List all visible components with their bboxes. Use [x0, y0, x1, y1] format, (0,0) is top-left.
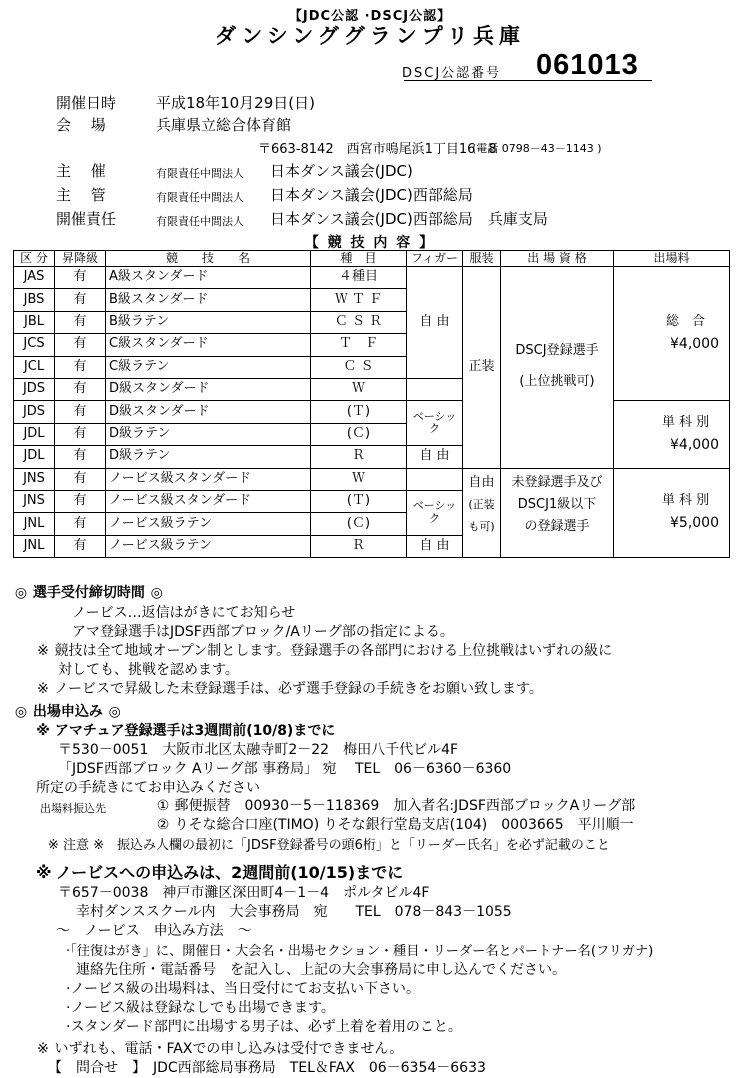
- note-text: ノービス級の出場料は、当日受付にてお支払い下さい。: [70, 981, 421, 997]
- event-name: B級ラテン: [106, 311, 311, 333]
- dances: (Ｃ): [311, 423, 407, 445]
- bullet-icon: ·: [66, 981, 71, 997]
- host-label: 主 催: [56, 162, 106, 180]
- event-name: ノービス級ラテン: [106, 513, 311, 535]
- event-name: ノービス級ラテン: [106, 535, 311, 557]
- novice-heading: [36, 860, 403, 883]
- class-code: JCS: [14, 334, 55, 356]
- table-row: [14, 468, 730, 490]
- note-text: アマチュア登録選手は3週間前(10/8)までに: [54, 723, 336, 739]
- promotion: 有: [55, 289, 106, 311]
- apply-address-2: 「JDSF西部ブロック Aリーグ部 事務局」 宛 TEL 06－6360－6360: [58, 761, 512, 777]
- note-text: りそな総合口座(TIMO) りそな銀行堂島支店(104) 0003665 平川順一: [174, 817, 634, 833]
- qualification-line: DSCJ登録選手: [515, 343, 599, 359]
- apply-address-1: 〒530－0051 大阪市北区太融寺町2－22 梅田八千代ビル4F: [58, 742, 459, 758]
- organizer-name: 日本ダンス議会(JDC)西部総局: [270, 186, 473, 204]
- reference-mark-icon: ※: [37, 643, 49, 659]
- figure-blank: [407, 378, 463, 400]
- host-name: 日本ダンス議会(JDC): [270, 162, 413, 180]
- deadline-heading: [14, 584, 164, 603]
- class-code: JDS: [14, 401, 55, 423]
- qualification-line: (上位挑戦可): [519, 374, 595, 390]
- reference-mark-icon: ※: [36, 723, 50, 739]
- circled-two-icon: ②: [156, 817, 170, 833]
- event-name: D級ラテン: [106, 446, 311, 468]
- reference-mark-icon: ※: [37, 681, 49, 697]
- dances: ４種目: [311, 267, 407, 289]
- event-title: ダンシンググランプリ兵庫: [215, 24, 525, 48]
- method-item: [66, 942, 653, 961]
- dances: (Ｃ): [311, 513, 407, 535]
- event-name: D級スタンダード: [106, 401, 311, 423]
- note-open-competition: [36, 642, 612, 661]
- venue-phone: (電話 0798－43－1143 ): [472, 142, 602, 155]
- transfer-label: 出場料振込先: [40, 802, 106, 815]
- fee-label: 単 科 別: [661, 414, 710, 430]
- dances: Ｒ: [311, 446, 407, 468]
- class-code: JDS: [14, 378, 55, 400]
- responsible-prefix: 有限責任中間法人: [156, 215, 244, 228]
- figure-free: 自 由: [407, 267, 463, 379]
- apply-procedure: 所定の手続きにてお申込みください: [36, 780, 260, 796]
- event-name: A級スタンダード: [106, 267, 311, 289]
- apply-amateur: [36, 722, 335, 741]
- responsible-label: 開催責任: [56, 210, 117, 228]
- event-name: C級スタンダード: [106, 334, 311, 356]
- fee-amount: ¥5,000: [670, 515, 719, 532]
- bullet-icon: ·: [66, 1000, 71, 1016]
- dances: Ｗ: [311, 468, 407, 490]
- qualification-line: DSCJ1級以下: [517, 496, 597, 512]
- promotion: 有: [55, 267, 106, 289]
- note-text: いずれも、電話・FAXでの申し込みは受付できません。: [54, 1041, 404, 1057]
- double-circle-icon: ◎: [108, 704, 121, 720]
- figure-basic: ベーシック: [407, 401, 463, 446]
- inquiry-line: 【 問合せ 】 JDC西部総局事務局 TEL＆FAX 06－6354－6633: [48, 1060, 486, 1076]
- event-name: ノービス級スタンダード: [106, 468, 311, 490]
- figure-basic: ベーシック: [407, 490, 463, 535]
- apply-title: 出場申込み: [32, 704, 103, 720]
- promotion: 有: [55, 446, 106, 468]
- fee-single: [614, 401, 730, 468]
- method-item: [66, 1018, 462, 1037]
- qualification-line: の登録選手: [524, 518, 590, 534]
- col-header: 区 分: [14, 251, 55, 267]
- no-phone-note: [36, 1040, 403, 1059]
- competition-section-title: 【 競 技 内 容 】: [304, 235, 436, 251]
- double-circle-icon: ◎: [14, 585, 28, 601]
- method-item: [66, 999, 335, 1018]
- figure-free: 自 由: [407, 535, 463, 557]
- class-code: JDL: [14, 423, 55, 445]
- cert-number-label: DSCJ公認番号: [402, 66, 502, 81]
- venue-label: 会 場: [56, 116, 106, 134]
- event-name: D級ラテン: [106, 423, 311, 445]
- competition-table: [13, 250, 730, 558]
- fee-novice: [614, 468, 730, 558]
- table-row: [14, 401, 730, 423]
- fee-amount: ¥4,000: [670, 336, 719, 353]
- promotion: 有: [55, 401, 106, 423]
- bullet-icon: ·: [66, 944, 71, 959]
- fee-total: [614, 267, 730, 401]
- note-text: 郵便振替 00930－5－118369 加入者名:JDSF西部ブロックAリーグ部: [174, 798, 636, 814]
- deadline-amateur: アマ登録選手はJDSF西部ブロック/Aリーグ部の指定による。: [72, 624, 454, 640]
- promotion: 有: [55, 334, 106, 356]
- class-code: JNL: [14, 535, 55, 557]
- reference-mark-icon: ※: [36, 863, 52, 882]
- date-label: 開催日時: [56, 94, 117, 112]
- qualification-registered: [501, 267, 614, 469]
- dances: (Ｔ): [311, 401, 407, 423]
- note-text: ノービス級は登録なしでも出場できます。: [70, 1000, 335, 1016]
- note-text: 「往復はがき」に、開催日・大会名・出場セクション・種目・リーダー名とパートナー名(フリガナ): [70, 944, 654, 959]
- dress-free-note: も可): [468, 519, 495, 533]
- double-circle-icon: ◎: [14, 704, 28, 720]
- dances: Ｒ: [311, 535, 407, 557]
- note-text: ノービスへの申込みは、2週間前(10/15)までに: [55, 863, 404, 882]
- organizer-label: 主 管: [56, 186, 106, 204]
- event-name: B級スタンダード: [106, 289, 311, 311]
- dances: Ｃ Ｓ Ｒ: [311, 311, 407, 333]
- cert-number: 061013: [536, 49, 639, 81]
- bullet-icon: ·: [66, 1019, 71, 1035]
- venue-name: 兵庫県立総合体育館: [156, 116, 292, 134]
- reference-mark-icon: ※: [37, 1041, 49, 1057]
- apply-heading: [14, 703, 122, 722]
- col-header: 出場料: [614, 251, 730, 267]
- promotion: 有: [55, 356, 106, 378]
- circled-one-icon: ①: [156, 798, 170, 814]
- figure-free: 自 由: [407, 446, 463, 468]
- dances: (Ｔ): [311, 490, 407, 512]
- promotion: 有: [55, 468, 106, 490]
- col-header: 競 技 名: [106, 251, 311, 267]
- organizer-prefix: 有限責任中間法人: [156, 191, 244, 204]
- novice-address-1: 〒657－0038 神戸市灘区深田町4－1－4 ポルタビル4F: [58, 885, 430, 901]
- event-name: D級スタンダード: [106, 378, 311, 400]
- fee-label: 総 合: [665, 314, 705, 330]
- col-header: フィガー: [407, 251, 463, 267]
- host-prefix: 有限責任中間法人: [156, 167, 244, 180]
- fee-amount: ¥4,000: [670, 436, 719, 453]
- event-name: ノービス級スタンダード: [106, 490, 311, 512]
- certification-line: 【JDC公認 ·DSCJ公認】: [288, 9, 452, 24]
- class-code: JNL: [14, 513, 55, 535]
- note-text: ノービスで昇級した未登録選手は、必ず選手登録の手続きをお願い致します。: [54, 681, 543, 697]
- class-code: JDL: [14, 446, 55, 468]
- table-header-row: [14, 251, 730, 267]
- promotion: 有: [55, 311, 106, 333]
- cert-number-underline: [404, 80, 652, 81]
- novice-method-heading: ～ ノービス 申込み方法 ～: [56, 923, 252, 939]
- double-circle-icon: ◎: [150, 585, 163, 601]
- dances: Ｗ Ｔ Ｆ: [311, 289, 407, 311]
- dress-free: [463, 468, 501, 558]
- promotion: 有: [55, 378, 106, 400]
- col-header: 出 場 資 格: [501, 251, 614, 267]
- promotion: 有: [55, 490, 106, 512]
- note-registration: [36, 680, 543, 699]
- class-code: JNS: [14, 490, 55, 512]
- responsible-name: 日本ダンス議会(JDC)西部総局 兵庫支局: [270, 210, 548, 228]
- dances: Ｔ Ｆ: [311, 334, 407, 356]
- dress-formal: 正装: [463, 267, 501, 469]
- novice-address-2: 幸村ダンススクール内 大会事務局 宛 TEL 078－843－1055: [76, 904, 512, 920]
- promotion: 有: [55, 535, 106, 557]
- qualification-novice: [501, 468, 614, 558]
- class-code: JCL: [14, 356, 55, 378]
- venue-address: 〒663-8142 西宮市鳴尾浜1丁目16－8: [258, 142, 497, 157]
- dances: Ｗ: [311, 378, 407, 400]
- figure-blank: [407, 468, 463, 490]
- method-item-continuation: 連絡先住所・電話番号 を記入し、上記の大会事務局に申し込んでください。: [76, 962, 566, 978]
- class-code: JBL: [14, 311, 55, 333]
- promotion: 有: [55, 423, 106, 445]
- dances: Ｃ Ｓ: [311, 356, 407, 378]
- method-item: [66, 980, 420, 999]
- dress-free-label: 自由: [468, 474, 495, 490]
- class-code: JAS: [14, 267, 55, 289]
- event-date: 平成18年10月29日(日): [156, 94, 315, 112]
- note-text: 競技は全て地域オープン制とします。登録選手の各部門における上位挑戦はいずれの級に: [54, 643, 613, 659]
- class-code: JNS: [14, 468, 55, 490]
- transfer-postal: [156, 797, 635, 816]
- table-row: [14, 267, 730, 289]
- transfer-caution: ※ 注意 ※ 振込み人欄の最初に「JDSF登録番号の頭6桁」と「リーダー氏名」を必ず記載のこと: [48, 838, 610, 853]
- col-header: 昇降級: [55, 251, 106, 267]
- event-name: C級ラテン: [106, 356, 311, 378]
- dress-free-note: (正装: [468, 497, 495, 511]
- class-code: JBS: [14, 289, 55, 311]
- deadline-title: 選手受付締切時間: [32, 585, 145, 601]
- col-header: 服装: [463, 251, 501, 267]
- transfer-bank: [156, 816, 634, 835]
- promotion: 有: [55, 513, 106, 535]
- deadline-novice: ノービス…返信はがきにてお知らせ: [72, 605, 296, 621]
- qualification-line: 未登録選手及び: [511, 474, 603, 490]
- col-header: 種 目: [311, 251, 407, 267]
- note-text: スタンダード部門に出場する男子は、必ず上着を着用のこと。: [70, 1019, 462, 1035]
- fee-label: 単 科 別: [661, 493, 710, 509]
- note-continuation: 対しても、挑戦を認めます。: [58, 662, 239, 678]
